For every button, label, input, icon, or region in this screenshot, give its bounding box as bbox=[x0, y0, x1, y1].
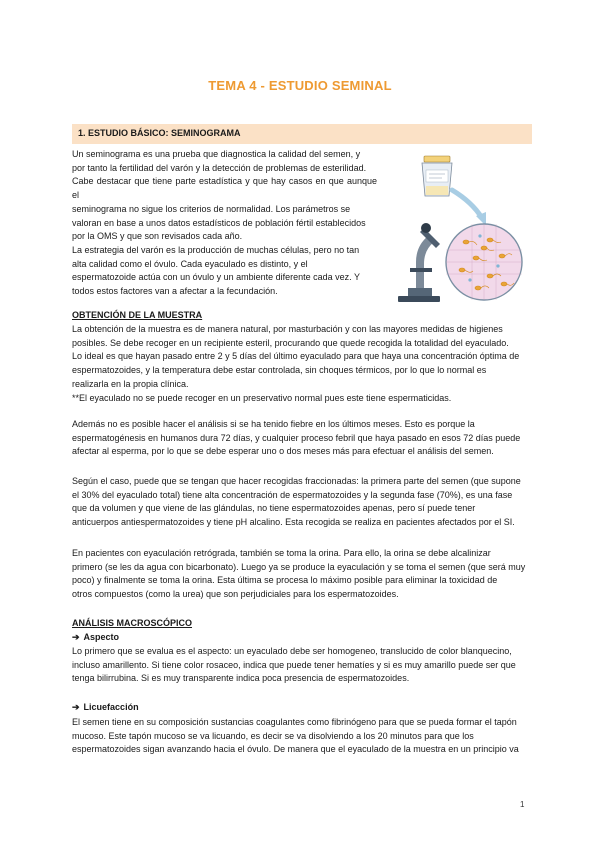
text-line: Además no es posible hacer el análisis si se ha tenido fiebre en los últimos meses. Esto es porque la bbox=[72, 419, 475, 429]
text-line: En pacientes con eyaculación retrógrada, también se toma la orina. Para ello, la orina se debe alcalinizar bbox=[72, 548, 491, 558]
text-line: mucoso. Este tapón mucoso se va licuando, es decir se va disolviendo a los 20 minutos para que los bbox=[72, 730, 474, 741]
text-line: otros compuestos (como la urea) que son perjudiciales para los espermatozoides. bbox=[72, 589, 399, 600]
text-line: espermatozoides, y la temperatura debe estar controlada, sin choques térmicos, por lo que lo normal es bbox=[72, 365, 487, 376]
text-line: primero (se les da agua con bicarbonato). Luego ya se produce la eyaculación y se toma el semen (que será muy bbox=[72, 561, 526, 572]
obtencion-heading: OBTENCIÓN DE LA MUESTRA bbox=[72, 310, 203, 320]
licuefaccion-paragraph bbox=[72, 716, 530, 757]
text-line: posibles. Se debe recoger en un recipiente esteril, procurando que quede recogida la totalidad del eyaculado. bbox=[72, 337, 509, 348]
text-line: Cabe destacar que tiene parte estadística y que hay casos en que aunque el bbox=[72, 176, 377, 201]
text-line: poco) y finalmente se toma la orina. Esta última se procesa lo máximo posible para eliminar la toxicidad de bbox=[72, 575, 498, 586]
aspecto-label: Aspecto bbox=[83, 632, 120, 642]
text-line: por la OMS y que son revisados cada año. bbox=[72, 231, 243, 242]
obtencion-paragraph-3 bbox=[72, 475, 530, 530]
text-line: incluso amarillento. Si tiene color rosaceo, indica que puede tener hematíes y si es muy amarillo puede ser que bbox=[72, 659, 516, 670]
text-line: afectar al esperma, por lo que se debe esperar uno o dos meses más para efectuar el análisis del semen. bbox=[72, 446, 494, 457]
text-line: anticuerpos antiespermatozoides y tiene pH alcalino. Esta recogida se realiza en pacientes afectados por el SI. bbox=[72, 517, 515, 528]
text-line: **El eyaculado no se puede recoger en un preservativo normal pues este tiene espermaticidas. bbox=[72, 392, 452, 403]
aspecto-paragraph bbox=[72, 645, 530, 686]
arrow-right-icon: ➔ bbox=[72, 632, 80, 642]
text-line: realizarla en la propia clínica. bbox=[72, 378, 189, 389]
microscope-sample-icon bbox=[380, 150, 530, 308]
text-line: espermatozoide actúa con un óvulo y un ambiente diferente cada vez. Y bbox=[72, 272, 361, 283]
text-line: La obtención de la muestra es de manera natural, por masturbación y con las mayores medidas de higienes bbox=[72, 324, 503, 334]
text-line: La estrategia del varón es la producción de muchas células, pero no tan bbox=[72, 244, 360, 255]
text-line: el 30% del eyaculado total) tiene alta concentración de espermatozoides y la segunda fase (70%), es una fase bbox=[72, 489, 513, 500]
obtencion-paragraph-1 bbox=[72, 323, 530, 405]
page-number: 1 bbox=[520, 800, 525, 809]
text-line: espermatozoides sigan avanzando hacia el óvulo. De manera que el eyaculado de la muestra en un principio va bbox=[72, 744, 519, 755]
obtencion-paragraph-2 bbox=[72, 418, 530, 459]
aspecto-subheading bbox=[72, 632, 119, 643]
text-line: El semen tiene en su composición sustancias coagulantes como fibrinógeno para que se pueda formar el tapón bbox=[72, 717, 517, 727]
text-line: valoran en base a unos datos estadísticos de población fértil establecidos bbox=[72, 217, 366, 228]
text-line: Lo primero que se evalua es el aspecto: un eyaculado debe ser homogeneo, translucido de color blanquecino, bbox=[72, 646, 512, 656]
section-heading-bar bbox=[72, 124, 532, 144]
text-line: Lo ideal es que hayan pasado entre 2 y 5 días del último eyaculado para que haya una concentración óptima de bbox=[72, 351, 520, 362]
page-title: TEMA 4 - ESTUDIO SEMINAL bbox=[208, 78, 392, 93]
text-line: que da volumen y que viene de las glándulas, no tiene espermatozoides apenas, pero sí puede tener bbox=[72, 503, 476, 514]
text-line: tenga bilirrubina. Si es muy transparente indica poca presencia de espermatozoides. bbox=[72, 673, 410, 684]
text-line: todos estos factores van a afectar a la fecundación. bbox=[72, 286, 278, 297]
obtencion-paragraph-4 bbox=[72, 547, 530, 602]
text-line: por tanto la fertilidad del varón y la detección de problemas de esterilidad. bbox=[72, 162, 367, 173]
text-line: seminograma no sigue los criterios de normalidad. Los parámetros se bbox=[72, 203, 351, 214]
arrow-right-icon: ➔ bbox=[72, 702, 80, 712]
text-line: alta calidad como el óvulo. Cada eyaculado es distinto, y el bbox=[72, 258, 308, 269]
text-line: Según el caso, puede que se tengan que hacer recogidas fraccionadas: la primera parte del semen (que supone bbox=[72, 476, 521, 486]
text-line: Un seminograma es una prueba que diagnostica la calidad del semen, y bbox=[72, 149, 361, 159]
text-line: espermatogénesis en humanos dura 72 días, y cualquier proceso febril que haya pasado en esos 72 días puede bbox=[72, 432, 521, 443]
seminograma-paragraph-1 bbox=[72, 148, 377, 299]
macro-heading: ANÁLISIS MACROSCÓPICO bbox=[72, 618, 193, 628]
section-heading: 1. ESTUDIO BÁSICO: SEMINOGRAMA bbox=[78, 128, 241, 138]
licuefaccion-subheading bbox=[72, 702, 139, 713]
licuefaccion-label: Licuefacción bbox=[83, 702, 139, 712]
